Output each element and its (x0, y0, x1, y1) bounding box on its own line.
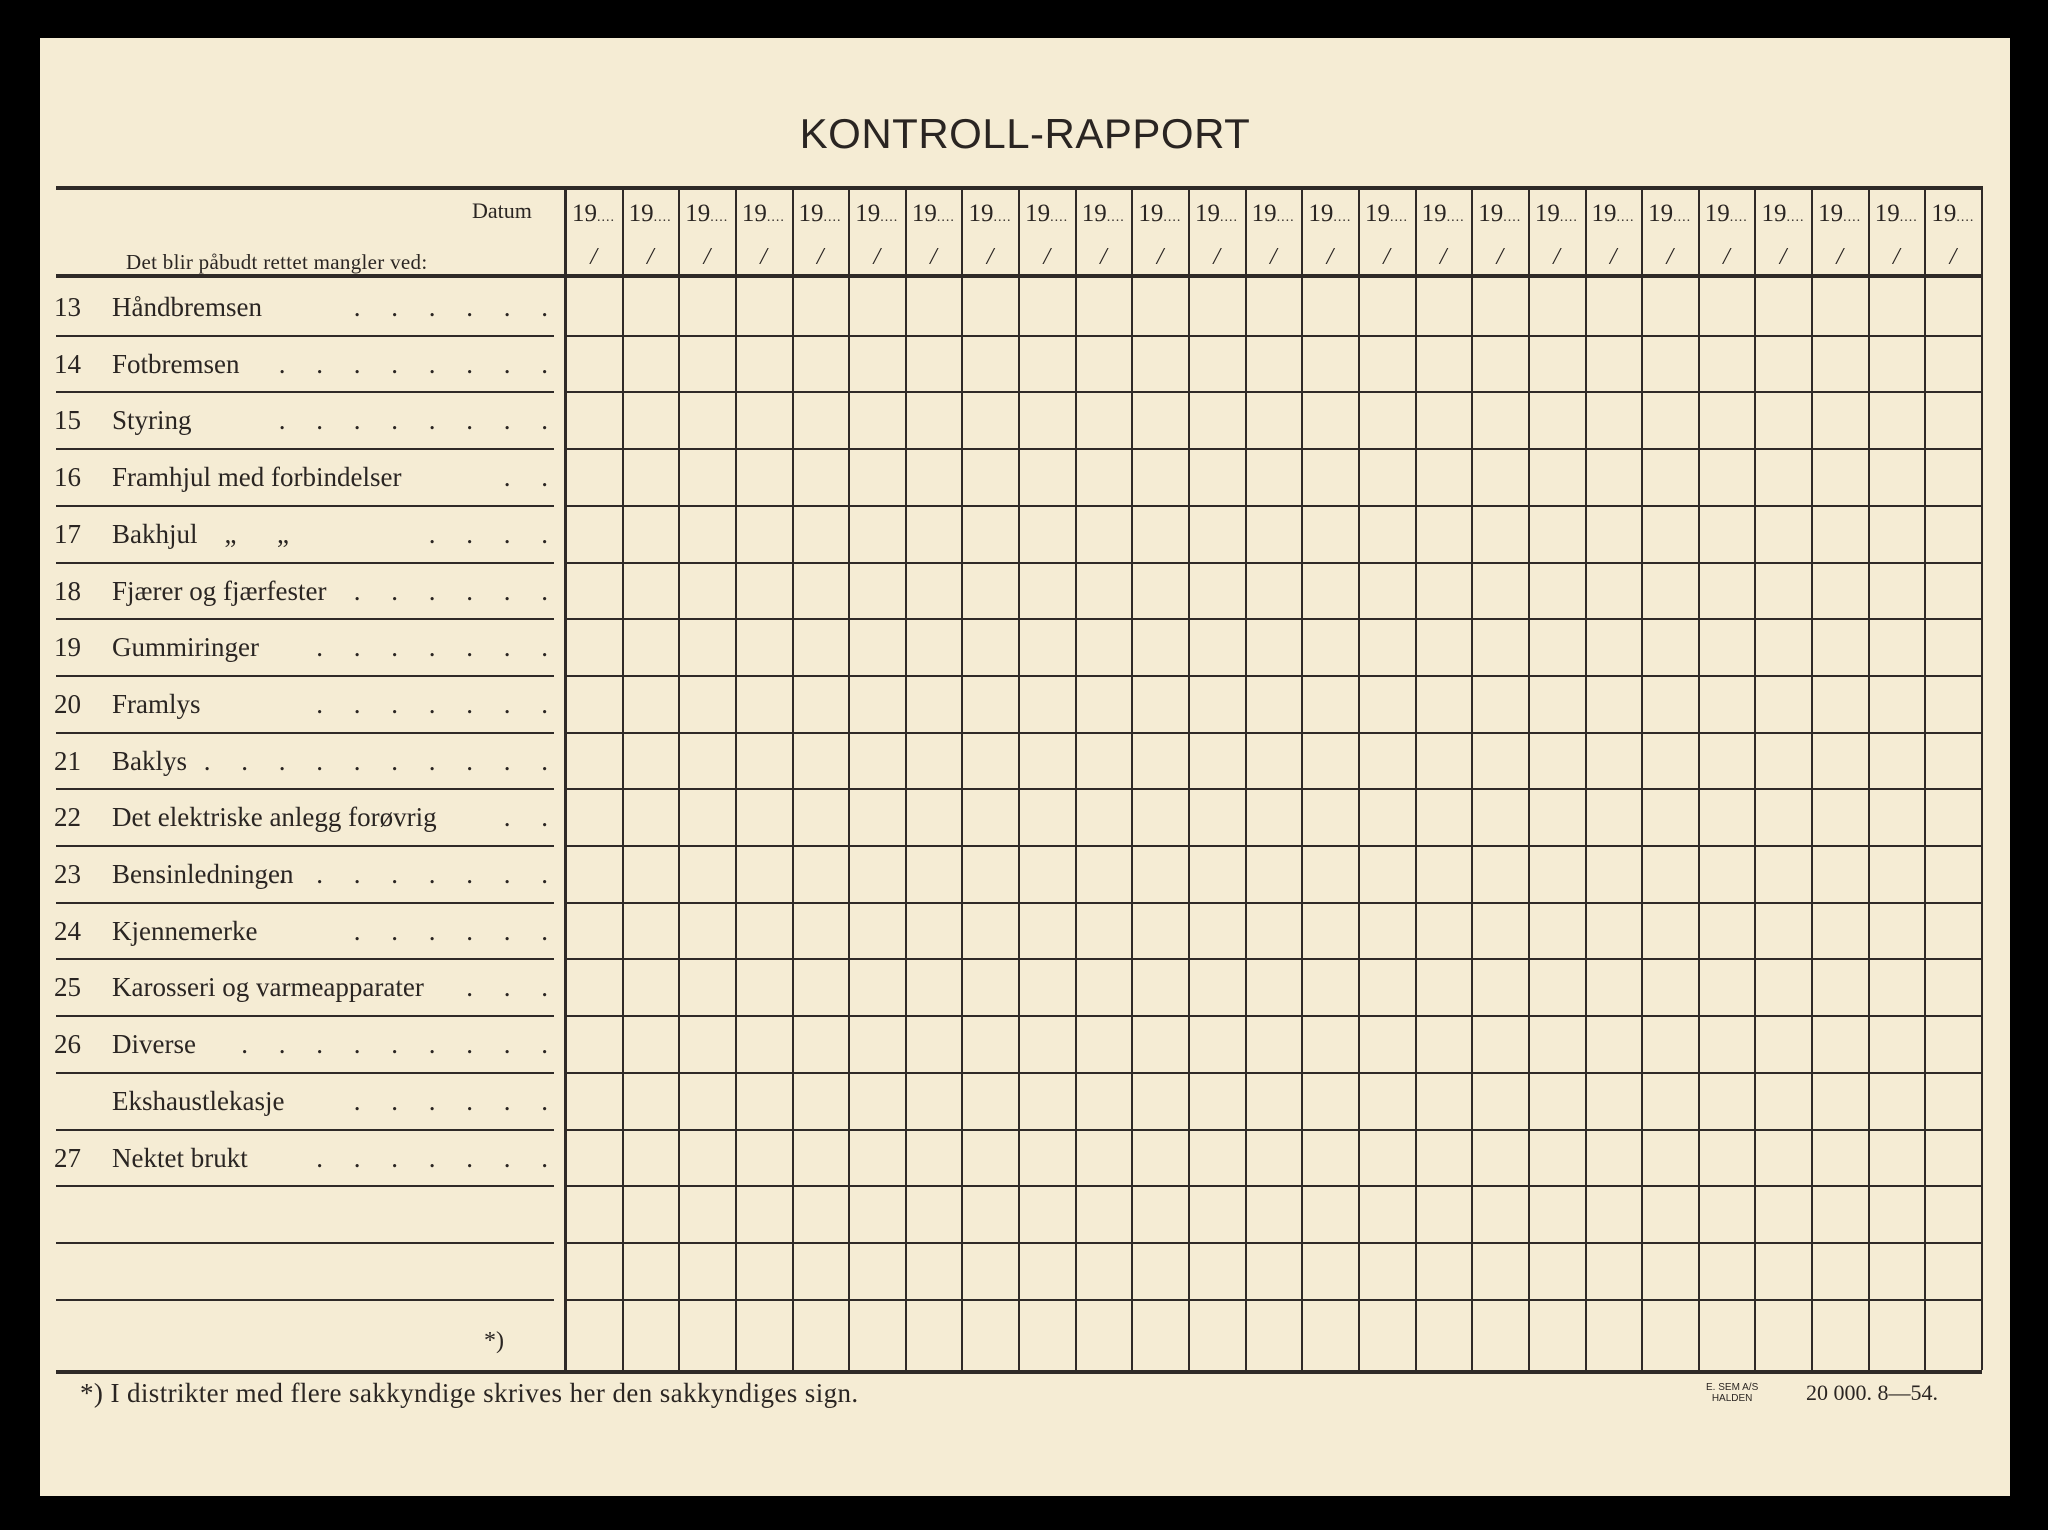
leader-dots: . . (503, 462, 560, 493)
year-prefix: 19 (1818, 200, 1844, 227)
row-number: 13 (54, 292, 81, 322)
year-field (1308, 200, 1351, 228)
label-row-rule (56, 1129, 554, 1131)
year-prefix: 19 (1704, 200, 1730, 227)
year-prefix: 19 (1138, 200, 1164, 227)
year-field (968, 200, 1011, 228)
leader-dots: . . . . . . . . (278, 859, 560, 889)
year-prefix: 19 (685, 200, 711, 227)
year-prefix: 19 (911, 200, 937, 227)
year-prefix: 19 (798, 200, 824, 227)
year-field (1252, 200, 1295, 228)
year-field (1818, 200, 1861, 228)
date-slash: / (1836, 244, 1844, 270)
date-slash: / (646, 244, 654, 270)
label-row-rule (56, 618, 554, 620)
defect-label: Bakhjul „ „ (112, 518, 289, 549)
row-number: 15 (54, 405, 81, 436)
leader-dots: . . (503, 802, 560, 833)
year-prefix: 19 (1648, 200, 1674, 227)
grid-col-line (961, 186, 963, 1370)
year-blank: .... (766, 210, 785, 225)
defect-label: Fotbremsen (112, 348, 240, 379)
grid-col-line (1641, 186, 1643, 1370)
defect-label: Ekshaustlekasje (112, 1085, 285, 1116)
grid-col-line (1698, 186, 1700, 1370)
defect-label: Framhjul med forbindelser (112, 462, 402, 493)
year-blank: .... (1673, 210, 1692, 225)
row-rule (566, 1242, 1982, 1244)
leader-dots: . . . . . . . (316, 632, 560, 663)
printer-name: E. SEM A/S (1706, 1382, 1759, 1393)
grid-col-line (1018, 186, 1020, 1370)
label-row-rule (56, 391, 554, 393)
date-slash: / (1043, 244, 1051, 270)
year-field (1592, 200, 1635, 228)
date-slash: / (1439, 244, 1447, 270)
date-slash: / (930, 244, 937, 270)
leader-dots: . . . . . . . . . . . (166, 745, 560, 776)
year-prefix: 19 (1251, 200, 1277, 227)
grid-col-line (1245, 186, 1247, 1370)
date-slash: / (1270, 244, 1277, 270)
row-rule (566, 958, 1982, 960)
grid-col-line (1471, 186, 1473, 1370)
year-prefix: 19 (1931, 200, 1957, 227)
datum-label: Datum (472, 198, 532, 223)
grid-col-line (735, 186, 737, 1370)
row-rule (566, 902, 1982, 904)
grid-col-line (622, 186, 624, 1370)
row-number: 17 (54, 518, 81, 549)
year-blank: .... (1729, 210, 1748, 225)
row-number: 27 (54, 1142, 81, 1173)
row-number: 22 (54, 802, 81, 833)
year-blank: .... (1276, 210, 1295, 225)
date-slash: / (1553, 244, 1560, 270)
year-field (572, 200, 615, 228)
year-field (1082, 200, 1125, 228)
date-slash: / (1496, 244, 1504, 270)
label-row-rule (56, 675, 554, 677)
date-slash: / (703, 244, 711, 270)
year-prefix: 19 (855, 200, 881, 227)
year-blank: .... (1956, 210, 1975, 225)
year-blank: .... (1559, 210, 1578, 225)
date-slash: / (1213, 244, 1221, 270)
defect-label: Framlys (112, 688, 201, 719)
printer-imprint (1706, 1382, 1758, 1404)
defect-label: Kjennemerke (112, 915, 258, 946)
date-slash: / (873, 244, 881, 270)
year-field (799, 200, 842, 228)
defect-label: Styring (112, 405, 192, 436)
year-prefix: 19 (1195, 200, 1221, 227)
defect-label: Diverse (112, 1029, 196, 1060)
year-blank: .... (1843, 210, 1862, 225)
date-slash: / (986, 244, 994, 270)
row-rule (566, 732, 1982, 734)
year-blank: .... (1050, 210, 1069, 225)
leader-dots: . . . . . . . . . (241, 1029, 560, 1060)
row-number: 23 (54, 859, 81, 889)
year-field (1422, 200, 1465, 228)
year-field (1535, 200, 1578, 228)
year-blank: .... (1220, 210, 1239, 225)
year-prefix: 19 (1591, 200, 1617, 227)
label-row-rule (56, 1185, 554, 1187)
row-rule (566, 391, 1982, 393)
year-blank: .... (823, 210, 842, 225)
label-row-rule (56, 845, 554, 847)
date-slash: / (1100, 244, 1107, 270)
year-field (1648, 200, 1691, 228)
row-number: 18 (54, 575, 81, 606)
year-blank: .... (597, 210, 615, 225)
label-row-rule (56, 1299, 554, 1301)
grid-col-line (1924, 186, 1926, 1370)
defect-label: Fjærer og fjærfester (112, 575, 327, 606)
row-rule (566, 788, 1982, 790)
defect-label: Nektet brukt (112, 1142, 248, 1173)
year-prefix: 19 (1081, 200, 1107, 227)
year-field (1761, 200, 1804, 228)
leader-dots: . . . . . . (353, 292, 560, 322)
row-rule (566, 1129, 1982, 1131)
grid-col-line (1528, 186, 1530, 1370)
label-divider (564, 186, 567, 1373)
row-rule (566, 448, 1982, 450)
year-prefix: 19 (1364, 200, 1390, 227)
printer-city: HALDEN (1711, 1393, 1753, 1404)
label-row-rule (56, 958, 554, 960)
year-blank: .... (1446, 210, 1465, 225)
year-field (1875, 200, 1918, 228)
grid-col-line (848, 186, 850, 1370)
year-field (1138, 200, 1181, 228)
grid-col-line (1415, 186, 1417, 1370)
row-rule (566, 675, 1982, 677)
leader-dots: . . . . . . (353, 915, 560, 946)
date-slash: / (1949, 244, 1957, 270)
defect-label: Baklys (112, 745, 188, 776)
year-prefix: 19 (1534, 200, 1560, 227)
year-field (912, 200, 955, 228)
grid-col-line (1131, 186, 1133, 1370)
leader-dots: . . . . . . (353, 575, 560, 606)
year-prefix: 19 (1308, 200, 1334, 227)
label-row-rule (56, 1015, 554, 1017)
year-blank: .... (936, 210, 955, 225)
date-slash: / (1156, 244, 1164, 270)
leader-dots: . . . . . . . . (278, 348, 560, 379)
label-row-rule (56, 902, 554, 904)
year-blank: .... (1333, 210, 1352, 225)
grid-col-line (1754, 186, 1756, 1370)
label-row-rule (56, 788, 554, 790)
year-prefix: 19 (1874, 200, 1900, 227)
grid-col-line (1075, 186, 1077, 1370)
date-slash: / (1779, 244, 1787, 270)
date-slash: / (1666, 244, 1674, 270)
defect-label: Det elektriske anlegg forøvrig (112, 802, 437, 833)
inspection-form-card (40, 38, 2010, 1496)
year-prefix: 19 (572, 200, 597, 227)
row-rule (566, 1185, 1982, 1187)
date-slash: / (1383, 244, 1390, 270)
grid-col-line (1981, 186, 1983, 1370)
row-number: 24 (54, 915, 81, 946)
defect-label: Gummiringer (112, 632, 259, 663)
defect-label: Karosseri og varmeapparater (112, 972, 424, 1003)
date-slash: / (1893, 244, 1900, 270)
date-slash: / (1723, 244, 1730, 270)
year-blank: .... (710, 210, 729, 225)
year-prefix: 19 (1421, 200, 1447, 227)
year-prefix: 19 (1025, 200, 1051, 227)
year-field (855, 200, 898, 228)
year-field (1478, 200, 1521, 228)
year-field (685, 200, 728, 228)
defect-label: Håndbremsen (112, 292, 262, 322)
label-row-rule (56, 1072, 554, 1074)
row-number: 20 (54, 688, 81, 719)
grid-col-line (1188, 186, 1190, 1370)
label-row-rule (56, 562, 554, 564)
year-field (1025, 200, 1068, 228)
row-number: 26 (54, 1029, 81, 1060)
row-rule (566, 1015, 1982, 1017)
year-blank: .... (653, 210, 672, 225)
row-number: 21 (54, 745, 81, 776)
date-slash: / (816, 244, 824, 270)
date-slash: / (760, 244, 767, 270)
grid-col-line (1358, 186, 1360, 1370)
year-field (1195, 200, 1238, 228)
leader-dots: . . . (466, 972, 560, 1003)
label-row-rule (56, 335, 554, 337)
label-row-rule (56, 1242, 554, 1244)
form-subheading: Det blir påbudt rettet mangler ved: (126, 250, 428, 274)
year-field (1365, 200, 1408, 228)
defect-label: Bensinledningen (112, 859, 294, 889)
year-prefix: 19 (968, 200, 994, 227)
year-blank: .... (1786, 210, 1805, 225)
year-prefix: 19 (741, 200, 767, 227)
label-row-rule (56, 505, 554, 507)
grid-col-line (905, 186, 907, 1370)
year-field (629, 200, 672, 228)
row-number: 14 (54, 348, 81, 379)
print-run-info: 20 000. 8—54. (1806, 1380, 1938, 1405)
footnote-text: *) I distrikter med flere sakkyndige skrives her den sakkyndiges sign. (80, 1378, 859, 1408)
grid-col-line (1585, 186, 1587, 1370)
year-prefix: 19 (1761, 200, 1787, 227)
year-blank: .... (880, 210, 899, 225)
year-blank: .... (1503, 210, 1522, 225)
grid-col-line (1811, 186, 1813, 1370)
year-prefix: 19 (628, 200, 654, 227)
year-blank: .... (1616, 210, 1635, 225)
label-row-rule (56, 732, 554, 734)
row-rule (566, 1072, 1982, 1074)
row-rule (566, 335, 1982, 337)
leader-dots: . . . . . . . (316, 1142, 560, 1173)
year-blank: .... (1389, 210, 1408, 225)
row-rule (566, 618, 1982, 620)
row-number: 16 (54, 462, 81, 493)
leader-dots: . . . . . . . (316, 688, 560, 719)
year-blank: .... (1106, 210, 1125, 225)
date-slash: / (590, 244, 597, 270)
year-field (1705, 200, 1748, 228)
grid-col-line (792, 186, 794, 1370)
year-field (1931, 200, 1974, 228)
row-number: 19 (54, 632, 81, 663)
leader-dots: . . . . (428, 518, 560, 549)
row-rule (566, 1299, 1982, 1301)
form-title: KONTROLL-RAPPORT (799, 110, 1251, 157)
leader-dots: . . . . . . . . (278, 405, 560, 436)
footnote-marker: *) (484, 1328, 504, 1354)
grid-col-line (1868, 186, 1870, 1370)
row-number: 25 (54, 972, 81, 1003)
year-blank: .... (993, 210, 1012, 225)
row-rule (566, 845, 1982, 847)
grid-col-line (1301, 186, 1303, 1370)
bottom-rule (56, 1370, 1982, 1374)
date-slash: / (1326, 244, 1334, 270)
label-row-rule (56, 448, 554, 450)
grid-col-line (678, 186, 680, 1370)
year-blank: .... (1163, 210, 1182, 225)
year-prefix: 19 (1478, 200, 1504, 227)
row-rule (566, 562, 1982, 564)
year-field (742, 200, 785, 228)
year-blank: .... (1899, 210, 1918, 225)
row-rule (566, 505, 1982, 507)
leader-dots: . . . . . . (353, 1085, 560, 1116)
date-slash: / (1609, 244, 1617, 270)
